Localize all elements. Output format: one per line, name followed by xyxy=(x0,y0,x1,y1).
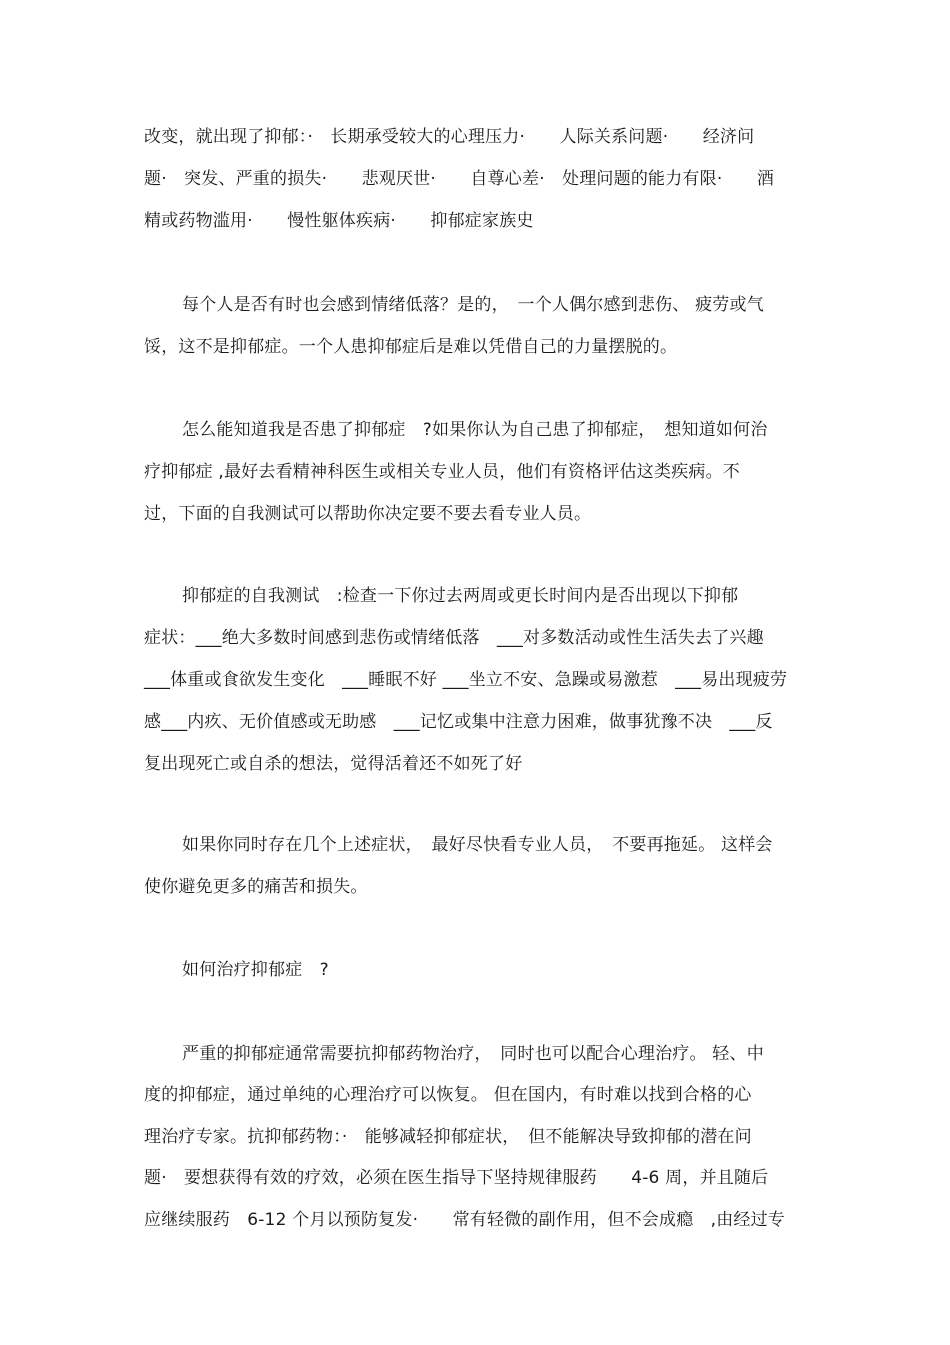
text-line: 过，下面的自我测试可以帮助你决定要不要去看专业人员。 xyxy=(144,504,592,524)
text-line: 精或药物滥用· 慢性躯体疾病· 抑郁症家族史 xyxy=(144,211,534,231)
text-line: 抑郁症的自我测试 :检查一下你过去两周或更长时间内是否出现以下抑郁 xyxy=(182,586,739,606)
text-line: 感___内疚、无价值感或无助感 ___记忆或集中注意力困难，做事犹豫不决 ___反 xyxy=(144,712,773,732)
text-line: 每个人是否有时也会感到情绪低落？是的， 一个人偶尔感到悲伤、 疲劳或气 xyxy=(182,295,764,315)
text-line: 使你避免更多的痛苦和损失。 xyxy=(144,877,368,897)
text-line: 应继续服药 6-12 个月以预防复发· 常有轻微的副作用，但不会成瘾 ,由经过专 xyxy=(144,1210,785,1230)
section-heading: 如何治疗抑郁症 ? xyxy=(182,960,329,980)
text-line: ___体重或食欲发生变化 ___睡眠不好 ___坐立不安、急躁或易激惹 ___易出现疲劳 xyxy=(144,670,788,690)
text-line: 理治疗专家。抗抑郁药物：· 能够减轻抑郁症状， 但不能解决导致抑郁的潜在问 xyxy=(144,1127,752,1147)
text-line: 度的抑郁症，通过单纯的心理治疗可以恢复。 但在国内，有时难以找到合格的心 xyxy=(144,1085,752,1105)
text-line: 题· 要想获得有效的疗效，必须在医生指导下坚持规律服药 4-6 周，并且随后 xyxy=(144,1168,769,1188)
text-line: 复出现死亡或自杀的想法，觉得活着还不如死了好 xyxy=(144,754,523,774)
text-line: 馁，这不是抑郁症。一个人患抑郁症后是难以凭借自己的力量摆脱的。 xyxy=(144,337,678,357)
text-line: 怎么能知道我是否患了抑郁症 ?如果你认为自己患了抑郁症， 想知道如何治 xyxy=(182,420,768,440)
text-line: 如果你同时存在几个上述症状， 最好尽快看专业人员， 不要再拖延。 这样会 xyxy=(182,835,773,855)
text-line: 症状：___绝大多数时间感到悲伤或情绪低落 ___对多数活动或性生活失去了兴趣 xyxy=(144,628,764,648)
text-line: 改变，就出现了抑郁：· 长期承受较大的心理压力· 人际关系问题· 经济问 xyxy=(144,127,755,147)
text-line: 严重的抑郁症通常需要抗抑郁药物治疗， 同时也可以配合心理治疗。 轻、中 xyxy=(182,1044,764,1064)
text-line: 题· 突发、严重的损失· 悲观厌世· 自尊心差· 处理问题的能力有限· 酒 xyxy=(144,169,775,189)
text-line: 疗抑郁症 ,最好去看精神科医生或相关专业人员，他们有资格评估这类疾病。不 xyxy=(144,462,741,482)
